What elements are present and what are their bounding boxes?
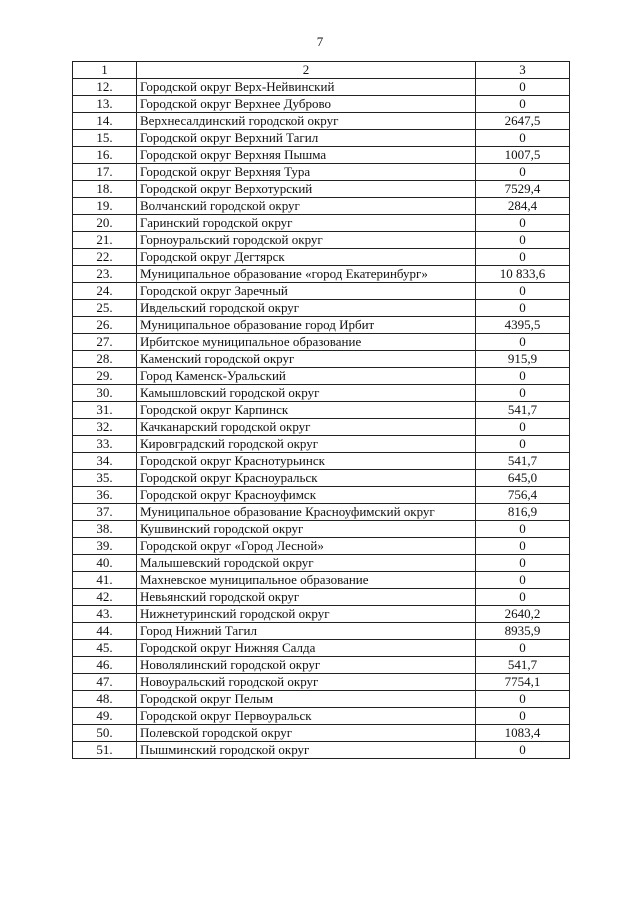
municipality-name: Городской округ Дегтярск: [137, 249, 476, 266]
municipality-name: Муниципальное образование «город Екатеринбург»: [137, 266, 476, 283]
table-row: [73, 453, 570, 470]
municipalities-table: [72, 61, 570, 759]
municipality-name: Горноуральский городской округ: [137, 232, 476, 249]
table-row: [73, 368, 570, 385]
municipality-name: Махневское муниципальное образование: [137, 572, 476, 589]
row-number: 41.: [73, 572, 137, 589]
municipality-name: Пышминский городской округ: [137, 742, 476, 759]
amount-value: 0: [476, 640, 570, 657]
row-number: 29.: [73, 368, 137, 385]
amount-value: 0: [476, 691, 570, 708]
municipality-name: Городской округ Красноуфимск: [137, 487, 476, 504]
amount-value: 0: [476, 572, 570, 589]
amount-value: 7529,4: [476, 181, 570, 198]
table-row: [73, 623, 570, 640]
amount-value: 4395,5: [476, 317, 570, 334]
row-number: 47.: [73, 674, 137, 691]
page-number: 7: [316, 34, 324, 49]
municipality-name: Городской округ Верх-Нейвинский: [137, 79, 476, 96]
row-number: 36.: [73, 487, 137, 504]
table-row: [73, 640, 570, 657]
table-row: [73, 555, 570, 572]
municipality-name: Городской округ Краснотурьинск: [137, 453, 476, 470]
table-row: [73, 300, 570, 317]
row-number: 32.: [73, 419, 137, 436]
amount-value: 0: [476, 130, 570, 147]
municipality-name: Ирбитское муниципальное образование: [137, 334, 476, 351]
row-number: 24.: [73, 283, 137, 300]
table-row: [73, 164, 570, 181]
municipality-name: Нижнетуринский городской округ: [137, 606, 476, 623]
table-row: [73, 198, 570, 215]
amount-value: 915,9: [476, 351, 570, 368]
municipality-name: Городской округ Красноуральск: [137, 470, 476, 487]
amount-value: 10 833,6: [476, 266, 570, 283]
table-row: [73, 79, 570, 96]
row-number: 17.: [73, 164, 137, 181]
amount-value: 0: [476, 164, 570, 181]
amount-value: 0: [476, 538, 570, 555]
amount-value: 645,0: [476, 470, 570, 487]
row-number: 31.: [73, 402, 137, 419]
row-number: 46.: [73, 657, 137, 674]
amount-value: 541,7: [476, 402, 570, 419]
row-number: 43.: [73, 606, 137, 623]
row-number: 33.: [73, 436, 137, 453]
amount-value: 2640,2: [476, 606, 570, 623]
municipality-name: Муниципальное образование город Ирбит: [137, 317, 476, 334]
amount-value: 1007,5: [476, 147, 570, 164]
municipality-name: Городской округ Карпинск: [137, 402, 476, 419]
table-row: [73, 130, 570, 147]
amount-value: 1083,4: [476, 725, 570, 742]
municipality-name: Городской округ Первоуральск: [137, 708, 476, 725]
municipality-name: Городской округ Нижняя Салда: [137, 640, 476, 657]
table-row: [73, 725, 570, 742]
table-row: [73, 521, 570, 538]
amount-value: 0: [476, 555, 570, 572]
row-number: 20.: [73, 215, 137, 232]
table-row: [73, 606, 570, 623]
row-number: 12.: [73, 79, 137, 96]
row-number: 23.: [73, 266, 137, 283]
municipality-name: Полевской городской округ: [137, 725, 476, 742]
amount-value: 8935,9: [476, 623, 570, 640]
municipality-name: Городской округ Верхотурский: [137, 181, 476, 198]
amount-value: 0: [476, 334, 570, 351]
row-number: 39.: [73, 538, 137, 555]
municipality-name: Городской округ Пелым: [137, 691, 476, 708]
row-number: 16.: [73, 147, 137, 164]
table-row: [73, 232, 570, 249]
row-number: 15.: [73, 130, 137, 147]
row-number: 30.: [73, 385, 137, 402]
amount-value: 2647,5: [476, 113, 570, 130]
amount-value: 0: [476, 300, 570, 317]
table-row: [73, 181, 570, 198]
amount-value: 0: [476, 589, 570, 606]
amount-value: 541,7: [476, 657, 570, 674]
table-row: [73, 113, 570, 130]
municipality-name: Город Нижний Тагил: [137, 623, 476, 640]
table-row: [73, 504, 570, 521]
row-number: 51.: [73, 742, 137, 759]
amount-value: 541,7: [476, 453, 570, 470]
table-row: [73, 96, 570, 113]
municipality-name: Волчанский городской округ: [137, 198, 476, 215]
row-number: 13.: [73, 96, 137, 113]
row-number: 45.: [73, 640, 137, 657]
amount-value: 0: [476, 96, 570, 113]
row-number: 25.: [73, 300, 137, 317]
table-row: [73, 351, 570, 368]
municipality-name: Городской округ Верхняя Тура: [137, 164, 476, 181]
table-row: [73, 334, 570, 351]
amount-value: 0: [476, 708, 570, 725]
amount-value: 756,4: [476, 487, 570, 504]
row-number: 40.: [73, 555, 137, 572]
table-row: [73, 708, 570, 725]
table-row: [73, 147, 570, 164]
table-row: [73, 538, 570, 555]
table-row: [73, 283, 570, 300]
row-number: 26.: [73, 317, 137, 334]
header-col-2: 2: [137, 62, 476, 79]
municipality-name: Муниципальное образование Красноуфимский округ: [137, 504, 476, 521]
row-number: 28.: [73, 351, 137, 368]
table-row: [73, 215, 570, 232]
row-number: 49.: [73, 708, 137, 725]
table-row: [73, 317, 570, 334]
table-row: [73, 742, 570, 759]
row-number: 14.: [73, 113, 137, 130]
row-number: 42.: [73, 589, 137, 606]
municipality-name: Город Каменск-Уральский: [137, 368, 476, 385]
amount-value: 0: [476, 419, 570, 436]
municipality-name: Городской округ «Город Лесной»: [137, 538, 476, 555]
row-number: 22.: [73, 249, 137, 266]
municipality-name: Камышловский городской округ: [137, 385, 476, 402]
municipality-name: Городской округ Верхнее Дуброво: [137, 96, 476, 113]
row-number: 19.: [73, 198, 137, 215]
table-row: [73, 249, 570, 266]
table-row: [73, 470, 570, 487]
row-number: 37.: [73, 504, 137, 521]
table-row: [73, 657, 570, 674]
municipality-name: Невьянский городской округ: [137, 589, 476, 606]
municipality-name: Ивдельский городской округ: [137, 300, 476, 317]
table-header-row: [73, 62, 570, 79]
municipality-name: Верхнесалдинский городской округ: [137, 113, 476, 130]
amount-value: 0: [476, 215, 570, 232]
municipality-name: Новолялинский городской округ: [137, 657, 476, 674]
row-number: 44.: [73, 623, 137, 640]
table-row: [73, 436, 570, 453]
amount-value: 0: [476, 79, 570, 96]
municipality-name: Гаринский городской округ: [137, 215, 476, 232]
municipality-name: Городской округ Заречный: [137, 283, 476, 300]
row-number: 27.: [73, 334, 137, 351]
amount-value: 7754,1: [476, 674, 570, 691]
amount-value: 0: [476, 521, 570, 538]
municipality-name: Городской округ Верхний Тагил: [137, 130, 476, 147]
municipality-name: Малышевский городской округ: [137, 555, 476, 572]
table-row: [73, 674, 570, 691]
municipality-name: Каменский городской округ: [137, 351, 476, 368]
row-number: 38.: [73, 521, 137, 538]
table-row: [73, 419, 570, 436]
municipality-name: Кировградский городской округ: [137, 436, 476, 453]
amount-value: 816,9: [476, 504, 570, 521]
row-number: 18.: [73, 181, 137, 198]
amount-value: 0: [476, 385, 570, 402]
table-row: [73, 589, 570, 606]
row-number: 35.: [73, 470, 137, 487]
row-number: 48.: [73, 691, 137, 708]
table-row: [73, 572, 570, 589]
row-number: 50.: [73, 725, 137, 742]
amount-value: 0: [476, 283, 570, 300]
row-number: 21.: [73, 232, 137, 249]
table-row: [73, 266, 570, 283]
table-row: [73, 385, 570, 402]
table-row: [73, 691, 570, 708]
header-col-3: 3: [476, 62, 570, 79]
row-number: 34.: [73, 453, 137, 470]
municipality-name: Качканарский городской округ: [137, 419, 476, 436]
amount-value: 0: [476, 232, 570, 249]
amount-value: 284,4: [476, 198, 570, 215]
amount-value: 0: [476, 742, 570, 759]
header-col-1: 1: [73, 62, 137, 79]
table-row: [73, 402, 570, 419]
amount-value: 0: [476, 249, 570, 266]
municipality-name: Новоуральский городской округ: [137, 674, 476, 691]
municipality-name: Городской округ Верхняя Пышма: [137, 147, 476, 164]
amount-value: 0: [476, 436, 570, 453]
table-row: [73, 487, 570, 504]
municipality-name: Кушвинский городской округ: [137, 521, 476, 538]
amount-value: 0: [476, 368, 570, 385]
